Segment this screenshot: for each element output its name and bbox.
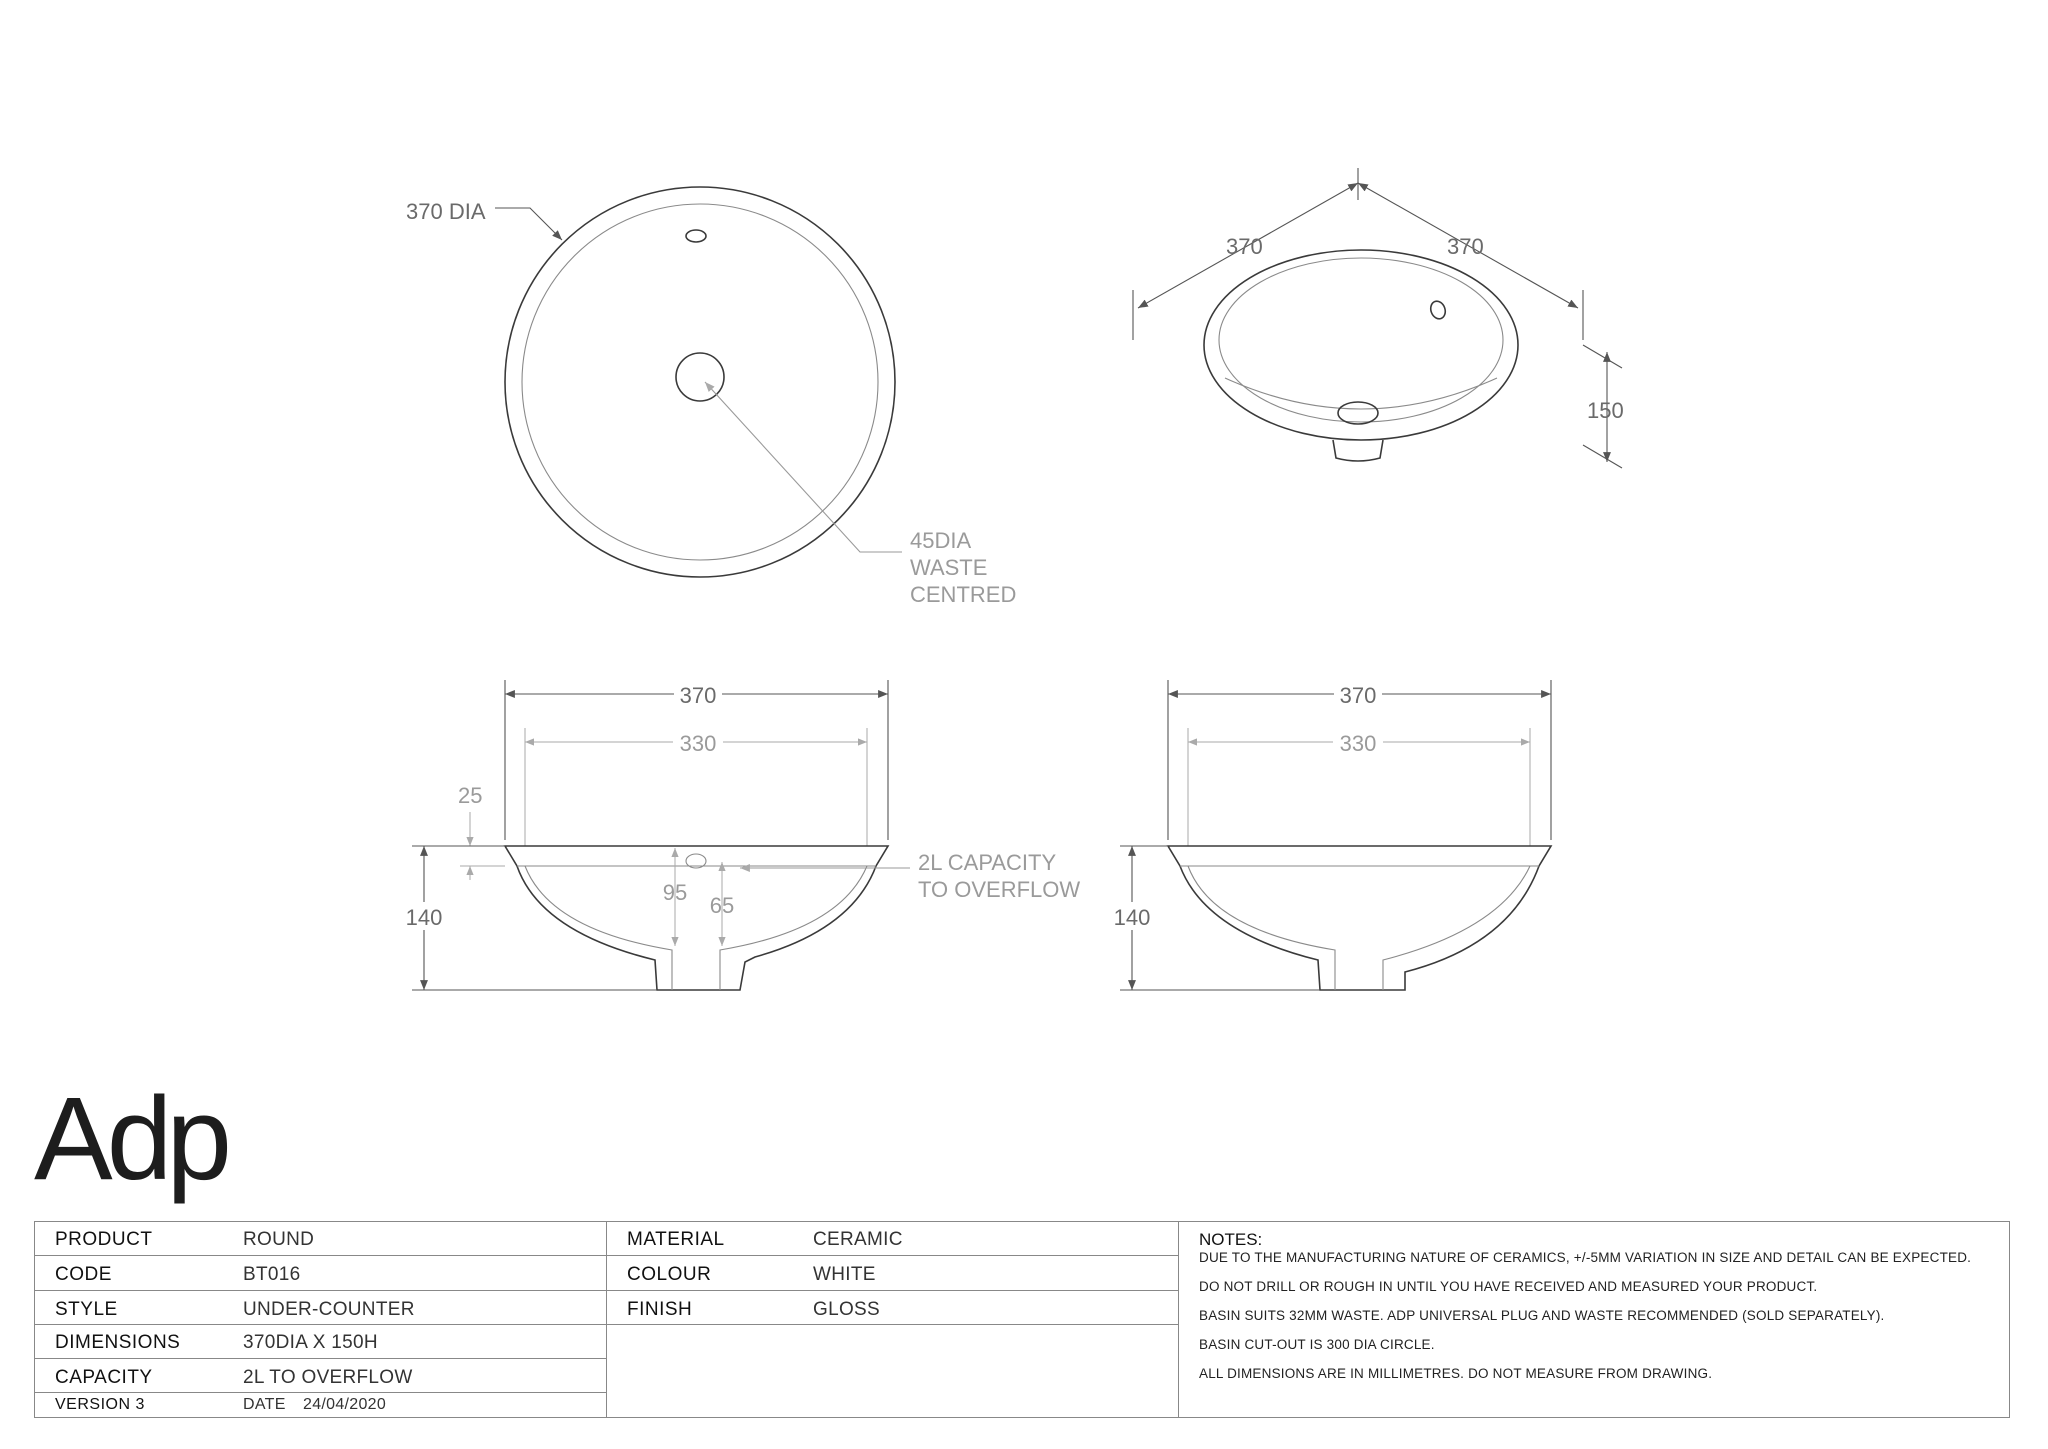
iso-height-tick-bottom <box>1583 445 1622 468</box>
front-dim-overflow-95-label: 95 <box>662 880 688 905</box>
iso-height-label: 150 <box>1587 398 1624 423</box>
iso-height-tick-top <box>1583 345 1622 368</box>
iso-outer-rim <box>1204 250 1518 440</box>
colour-value: WHITE <box>813 1264 876 1285</box>
material-value: CERAMIC <box>813 1229 903 1250</box>
finish-value: GLOSS <box>813 1299 880 1320</box>
front-capacity-label-1: 2L CAPACITY <box>918 850 1057 875</box>
front-dim-rim-label: 25 <box>458 783 483 808</box>
dimensions-row <box>35 1325 606 1359</box>
iso-inner-rim <box>1219 258 1503 422</box>
plan-overflow-hole <box>686 230 706 242</box>
note-item: DUE TO THE MANUFACTURING NATURE OF CERAMICS, +/-5MM VARIATION IN SIZE AND DETAIL CAN BE EXPECTED. <box>1199 1250 1972 1265</box>
date-label: DATE <box>243 1396 286 1413</box>
side-dim-outer-label: 370 <box>1339 683 1377 708</box>
plan-inner-bowl <box>522 204 878 560</box>
plan-waste-label-1: 45DIA <box>910 528 972 553</box>
code-label: CODE <box>55 1264 112 1285</box>
code-value: BT016 <box>243 1264 301 1285</box>
plan-waste-label-2: WASTE <box>910 555 988 580</box>
plan-view <box>406 187 1016 607</box>
note-item: ALL DIMENSIONS ARE IN MILLIMETRES. DO NOT MEASURE FROM DRAWING. <box>1199 1366 1713 1381</box>
date-value: 24/04/2020 <box>303 1396 387 1413</box>
note-item: BASIN CUT-OUT IS 300 DIA CIRCLE. <box>1199 1337 1435 1352</box>
dimensions-label: DIMENSIONS <box>55 1332 181 1353</box>
title-block <box>34 1221 2010 1418</box>
colour-row <box>607 1256 1178 1291</box>
iso-dim-right-label: 370 <box>1447 234 1484 259</box>
product-label: PRODUCT <box>55 1229 153 1250</box>
iso-waste-hole <box>1338 402 1378 424</box>
note-item: DO NOT DRILL OR ROUGH IN UNTIL YOU HAVE RECEIVED AND MEASURED YOUR PRODUCT. <box>1199 1279 1818 1294</box>
front-dim-inner-label: 330 <box>679 731 717 756</box>
plan-waste-hole <box>676 353 724 401</box>
plan-diameter-label: 370 DIA <box>406 199 486 224</box>
finish-info-column <box>607 1222 1179 1417</box>
colour-label: COLOUR <box>627 1264 712 1285</box>
capacity-row <box>35 1359 606 1393</box>
code-row <box>35 1256 606 1291</box>
plan-diameter-leader <box>495 208 562 240</box>
side-dim-inner-label: 330 <box>1339 731 1377 756</box>
iso-waste-spigot <box>1333 440 1383 461</box>
product-info-column <box>35 1222 607 1417</box>
notes-column <box>1179 1222 2009 1417</box>
front-dim-outer-label: 370 <box>679 683 717 708</box>
material-label: MATERIAL <box>627 1229 725 1250</box>
plan-outer-rim <box>505 187 895 577</box>
notes-title: NOTES: <box>1199 1230 1263 1249</box>
style-value: UNDER-COUNTER <box>243 1299 415 1320</box>
product-value: ROUND <box>243 1229 315 1250</box>
iso-dim-left-label: 370 <box>1226 234 1263 259</box>
iso-view <box>1133 168 1624 468</box>
iso-overflow-hole <box>1428 299 1447 321</box>
side-view <box>1108 680 1551 990</box>
version-row <box>35 1393 606 1419</box>
material-row <box>607 1222 1178 1256</box>
finish-row <box>607 1291 1178 1325</box>
plan-waste-label-3: CENTRED <box>910 582 1017 607</box>
capacity-value: 2L TO OVERFLOW <box>243 1367 413 1388</box>
side-basin-inner <box>1188 866 1530 990</box>
style-row <box>35 1291 606 1325</box>
note-item: BASIN SUITS 32MM WASTE. ADP UNIVERSAL PLUG AND WASTE RECOMMENDED (SOLD SEPARATELY). <box>1199 1308 1885 1323</box>
adp-logo: Adp <box>34 1073 226 1205</box>
front-dim-overflow-65-label: 65 <box>709 893 735 918</box>
side-dim-height-label: 140 <box>1113 905 1151 930</box>
front-dim-height-label: 140 <box>405 905 443 930</box>
iso-bowl-lower <box>1225 378 1497 409</box>
style-label: STYLE <box>55 1299 118 1320</box>
capacity-label: CAPACITY <box>55 1367 153 1388</box>
product-row <box>35 1222 606 1256</box>
front-basin-inner <box>525 866 867 990</box>
front-capacity-label-2: TO OVERFLOW <box>918 877 1081 902</box>
version-label: VERSION 3 <box>55 1396 145 1413</box>
front-section-view <box>400 680 1080 990</box>
finish-label: FINISH <box>627 1299 693 1320</box>
side-basin-outline <box>1168 846 1551 990</box>
dimensions-value: 370DIA X 150H <box>243 1332 378 1353</box>
